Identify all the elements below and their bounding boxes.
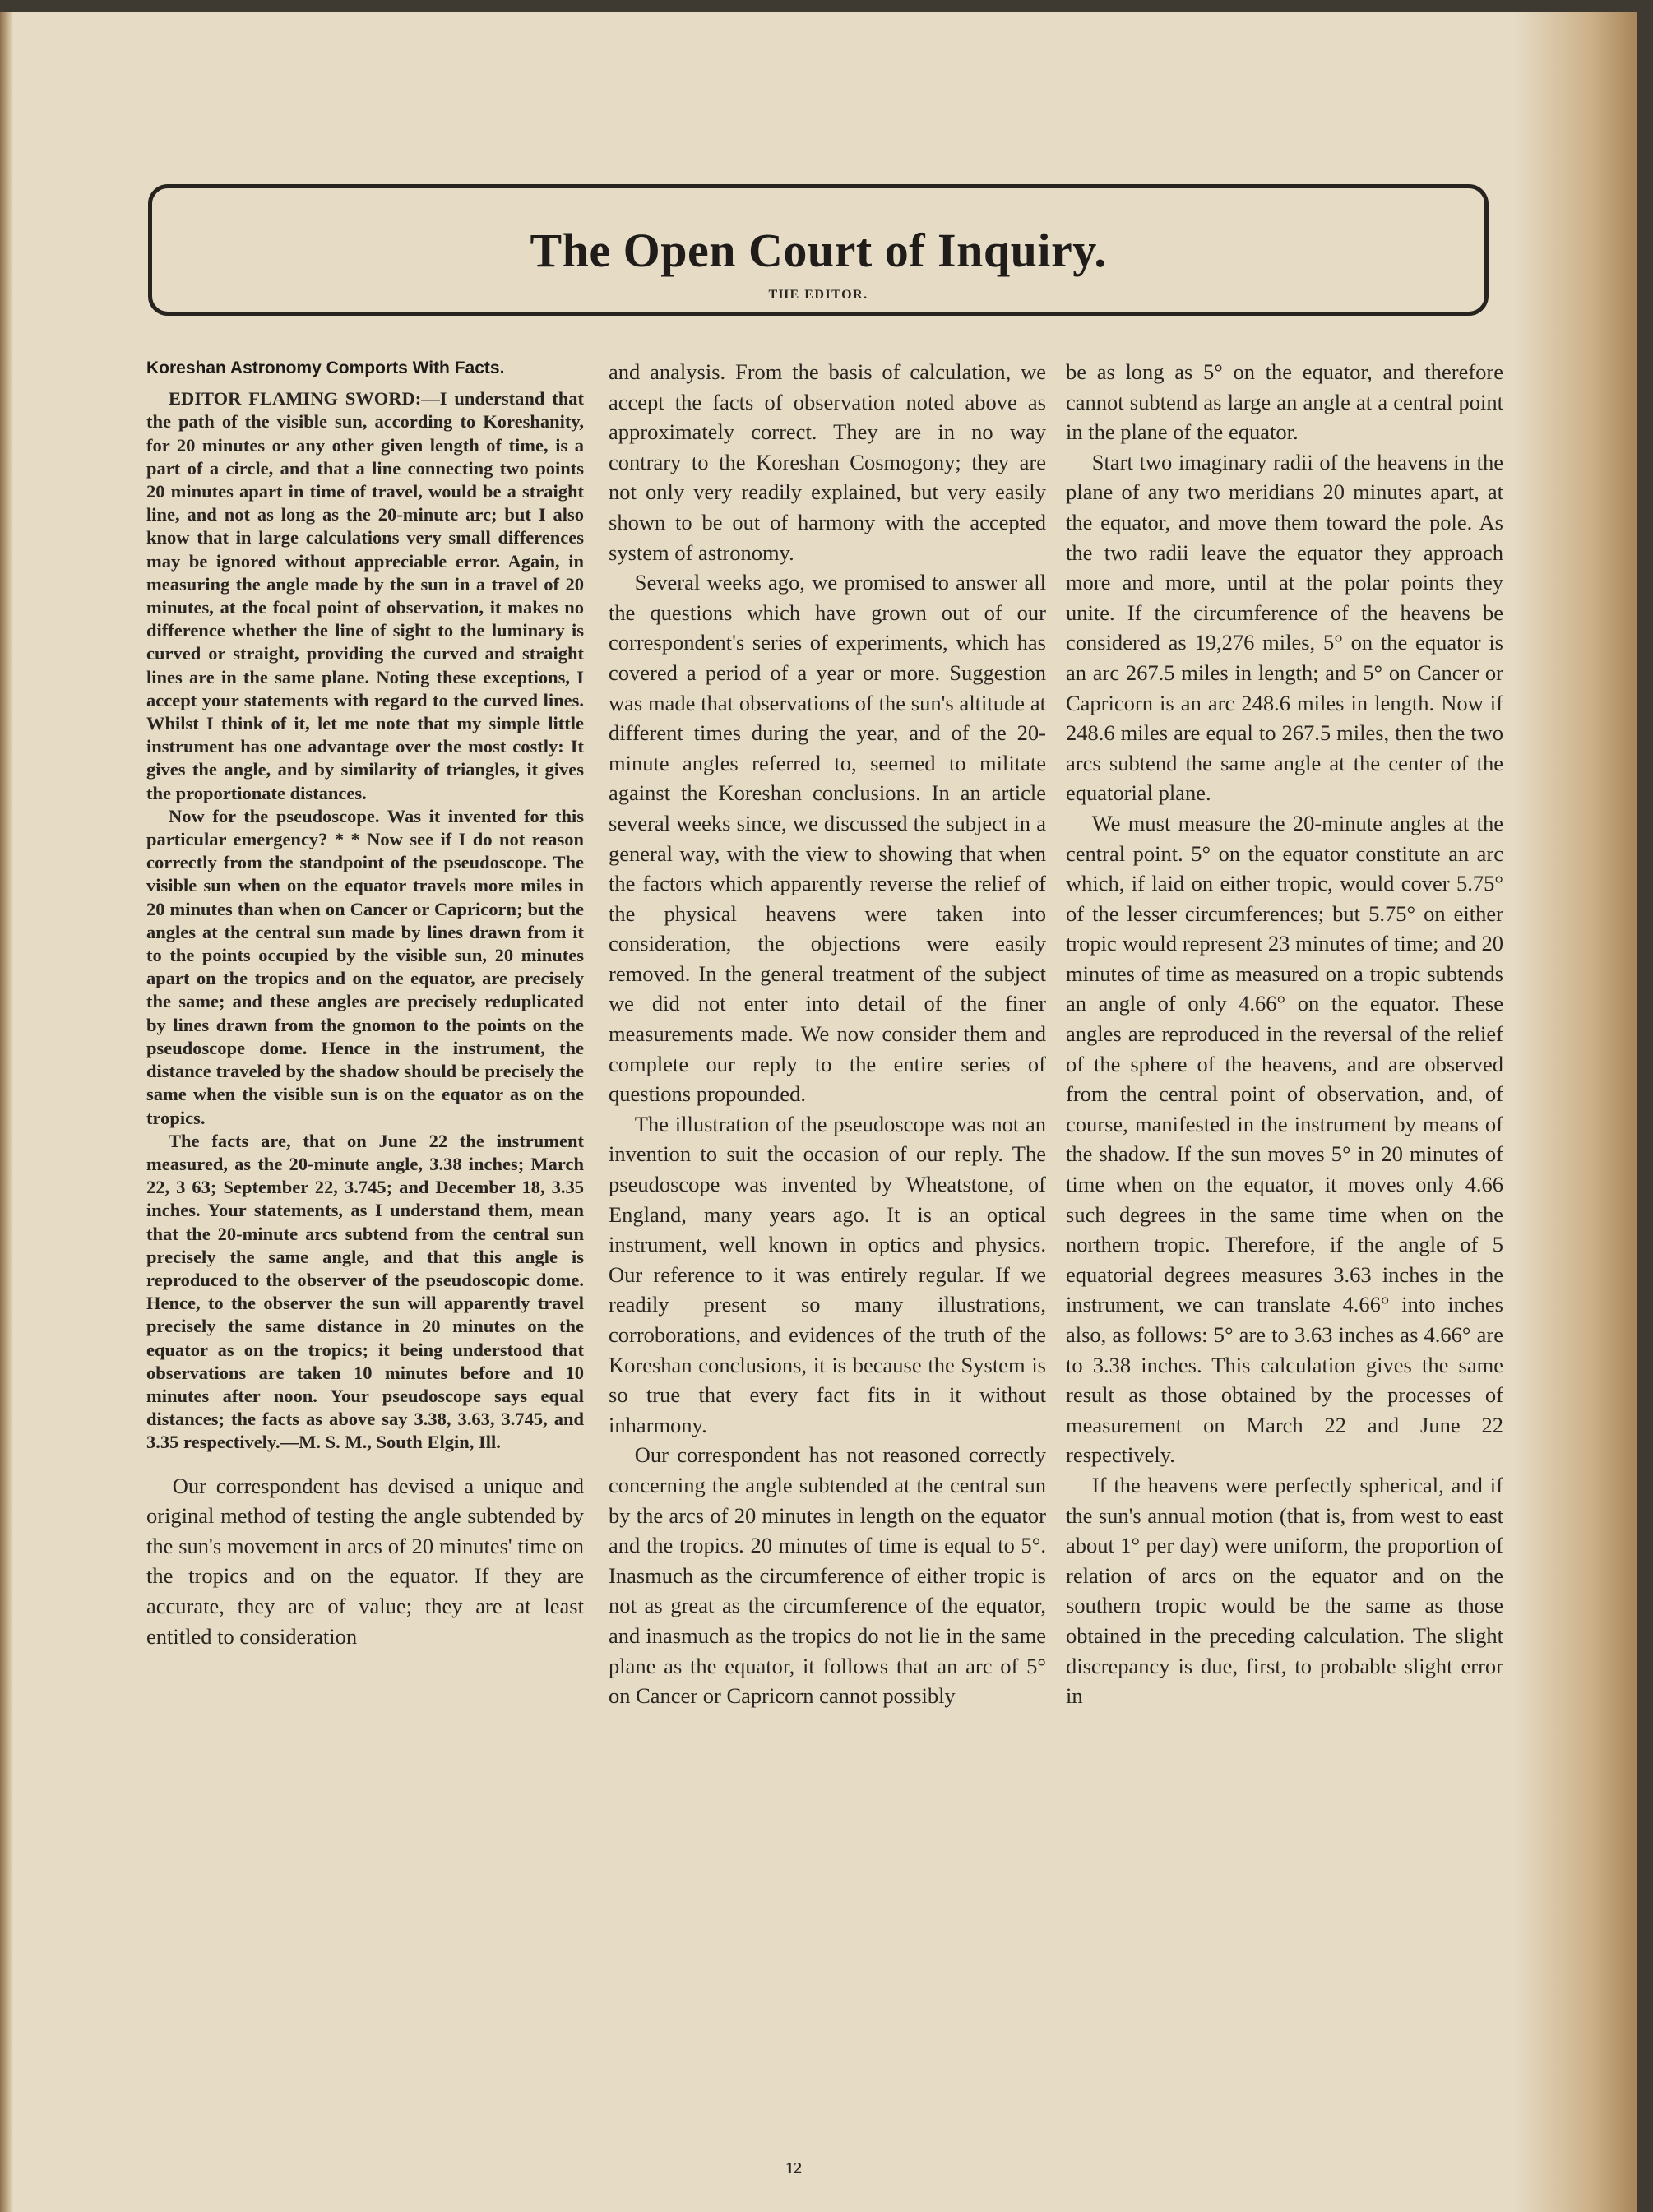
reply-paragraph: and analysis. From the basis of calculation, we accept the facts of observation noted above as approximately correct. They are in no way contrary to the Koreshan Cosmogony; they are not only very readily explained, but very easily shown to be out of harmony with the accepted system of astronomy.: [609, 359, 1046, 565]
page-number: 12: [785, 2159, 802, 2177]
magazine-page: [0, 12, 1637, 2212]
reply-paragraph: The illustration of the pseudoscope was not an invention to suit the occasion of our reply. The pseudoscope was invented by Wheatstone, of England, many years ago. It is an optical instrument, well known in optics and physics. Our reference to it was entirely regular. If we readily present so many illustrations, corroborations, and evidences of the truth of the Koreshan conclusions, it is because the System is so true that every fact fits in it without inharmony.: [609, 1111, 1046, 1437]
reply-paragraph: If the heavens were perfectly spherical, and if the sun's annual motion (that is, from west to east about 1° per day) were uniform, the proportion of relation of arcs on the equator and on the southern tropic would be the same as those obtained in the preceding calculation. The slight discrepancy is due, first, to probable slight error in: [1066, 1472, 1503, 1709]
section-header-frame: [148, 184, 1489, 316]
reply-paragraph: Our correspondent has devised a unique and original method of testing the angle subtended by the sun's movement in arcs of 20 minutes' time on the tropics and on the equator. If they are accurate, they are of value; they are at least entitled to consideration: [146, 1473, 584, 1649]
section-byline: THE EDITOR.: [768, 288, 868, 302]
reply-paragraph: We must measure the 20-minute angles at the central point. 5° on the equator constitute an arc which, if laid on either tropic, would cover 5.75° of the lesser circumferences; but 5.75° on either tropic would represent 23 minutes of time; and 20 minutes of time as measured on a tropic subtends an angle of only 4.66° on the equator. These angles are reproduced in the reversal of the relief of the sphere of the heavens, and are observed from the central point of observation, and, of course, manifested in the instrument by means of the shadow. If the sun moves 5° in 20 minutes of time when on the equator, it moves only 4.66 such degrees in the same time when on the northern tropic. Therefore, if the angle of 5 equatorial degrees measures 3.63 inches in the instrument, we can translate 4.66° into inches also, as follows: 5° are to 3.63 inches as 4.66° are to 3.38 inches. This calculation gives the same result as those obtained by the processes of measurement on March 22 and June 22 respectively.: [1066, 810, 1503, 1468]
reply-paragraph: be as long as 5° on the equator, and therefore cannot subtend as large an angle at a central point in the plane of the equator.: [1066, 359, 1503, 445]
reply-paragraph: Several weeks ago, we promised to answer all the questions which have grown out of our correspondent's series of experiments, which has covered a period of a year or more. Suggestion was made that observations of the sun's altitude at different times during the year, and of the 20-minute angles referred to, seemed to militate against the Koreshan conclusions. In an article several weeks since, we discussed the subject in a general way, with the view to showing that when the factors which apparently reverse the relief of the physical heavens were taken into consideration, the objections were easily removed. In the general treatment of the subject we did not enter into detail of the finer measurements made. We now consider them and complete our reply to the entire series of questions propounded.: [609, 570, 1046, 1107]
section-title: The Open Court of Inquiry.: [530, 224, 1107, 277]
letter-paragraph: The facts are, that on June 22 the instrument measured, as the 20-minute angle, 3.38 inches; March 22, 3 63; September 22, 3.745; and December 18, 3.35 inches. Your statements, as I understand them, mean that the 20-minute arcs subtend from the central sun precisely the same angle, and that this angle is reproduced to the observer of the pseudoscopic dome. Hence, to the observer the sun will apparently travel precisely the same distance in 20 minutes on the equator as on the tropics; it being understood that observations are taken 10 minutes before and 10 minutes after noon. Your pseudoscope says equal distances; the facts as above say 3.38, 3.63, 3.745, and 3.35 respectively.—M. S. M., South Elgin, Ill.: [146, 1130, 584, 1453]
letter-paragraph: Now for the pseudoscope. Was it invented for this particular emergency? * * Now see if I do not reason correctly from the standpoint of the pseudoscope. The visible sun when on the equator travels more miles in 20 minutes than when on Cancer or Capricorn; but the angles at the central sun made by lines drawn from it to the points occupied by the visible sun, 20 minutes apart on the tropics and on the equator, are precisely the same; and these angles are precisely reduplicated by lines drawn from the gnomon to the points on the pseudoscope dome. Hence in the instrument, the distance traveled by the shadow should be precisely the same when the visible sun is on the equator as on the tropics.: [146, 805, 584, 1128]
reply-paragraph: Start two imaginary radii of the heavens in the plane of any two meridians 20 minutes apart, at the equator, and move them toward the pole. As the two radii leave the equator they approach more and more, until at the polar points they unite. If the circumference of the heavens be considered as 19,276 miles, 5° on the equator is an arc 267.5 miles in length; and 5° on Cancer or Capricorn is an arc 248.6 miles in length. Now if 248.6 miles are equal to 267.5 miles, then the two arcs subtend the same angle at the center of the equatorial plane.: [1066, 449, 1503, 806]
text-column-1: [146, 357, 584, 1651]
article-heading: Koreshan Astronomy Comports With Facts.: [146, 359, 505, 377]
reply-paragraph: Our correspondent has not reasoned correctly concerning the angle subtended at the central sun by the arcs of 20 minutes in length on the equator and the tropics. 20 minutes of time is equal to 5°. Inasmuch as the circumference of either tropic is not as great as the circumference of the equator, and inasmuch as the tropics do not lie in the same plane as the equator, it follows that an arc of 5° on Cancer or Capricorn cannot possibly: [609, 1442, 1046, 1709]
text-column-2: [609, 357, 1046, 1711]
text-column-3: [1066, 357, 1503, 1711]
letter-paragraph: EDITOR FLAMING SWORD:—I understand that the path of the visible sun, according to Koreshanity, for 20 minutes or any other given length of time, is a part of a circle, and that a line connecting two points 20 minutes apart in time of travel, would be a straight line, and not as long as the 20-minute arc; but I also know that in large calculations very small differences may be ignored without appreciable error. Again, in measuring the angle made by the sun in a travel of 20 minutes, at the focal point of observation, it makes no difference whether the line of sight to the luminary is curved or straight, providing the curved and straight lines are in the same plane. Noting these exceptions, I accept your statements with regard to the curved lines. Whilst I think of it, let me note that my simple little instrument has one advantage over the most costly: It gives the angle, and by similarity of triangles, it gives the proportionate distances.: [146, 388, 584, 803]
